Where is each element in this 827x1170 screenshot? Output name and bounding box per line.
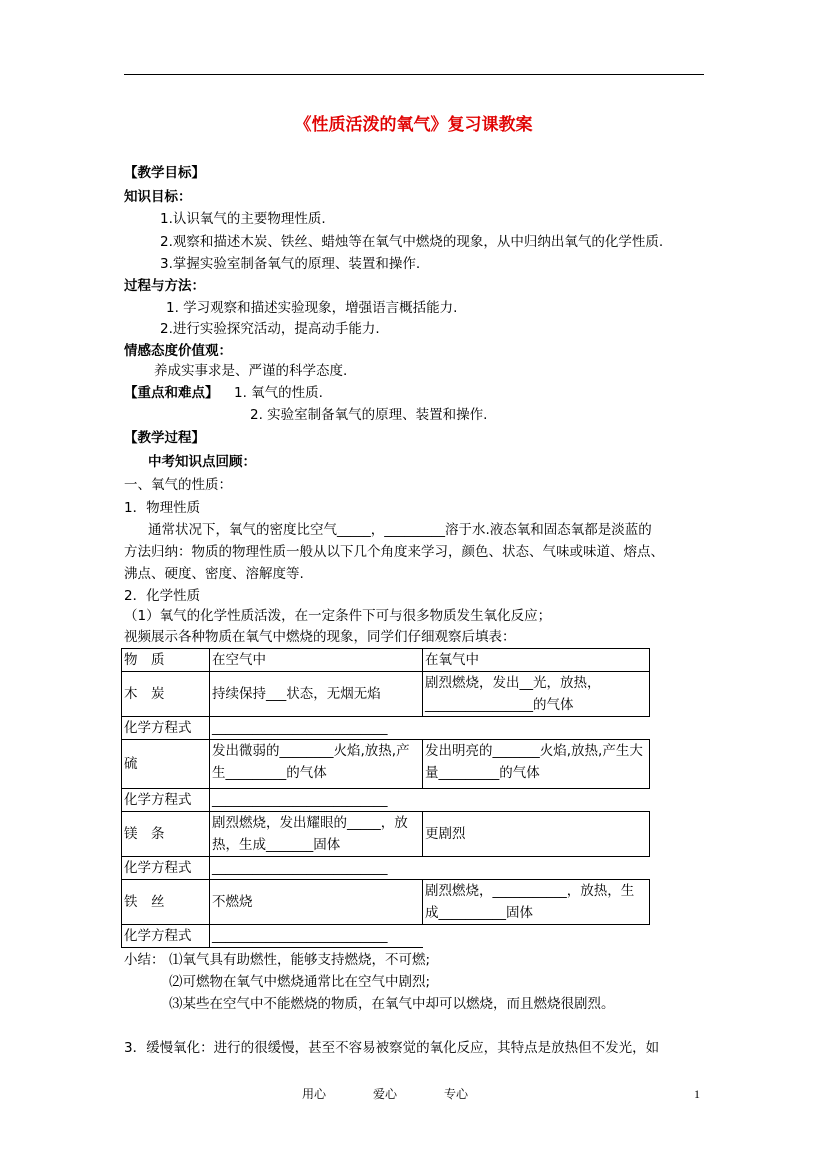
summary-item: ⑶某些在空气中不能燃烧的物质，在氧气中却可以燃烧，而且燃烧很剧烈。 — [169, 996, 615, 1012]
oxygen-cell: 剧烈燃烧，___________，放热，生成__________固体 — [423, 880, 650, 925]
footer-item: 专心 — [444, 1087, 469, 1101]
equation-blank: __________________________ — [210, 925, 423, 948]
process-heading: 过程与方法： — [124, 278, 205, 294]
chemical-line: 视频展示各种物质在氧气中燃烧的现象，同学们仔细观察后填表： — [124, 629, 516, 645]
knowledge-item: 2.观察和描述木炭、铁丝、蜡烛等在氧气中燃烧的现象，从中归纳出氧气的化学性质. — [160, 234, 664, 250]
air-cell: 不燃烧 — [210, 880, 423, 925]
knowledge-heading: 知识目标： — [124, 189, 192, 205]
table-header-cell: 物 质 — [122, 649, 210, 672]
table-header-cell: 在氧气中 — [423, 649, 650, 672]
equation-empty — [423, 717, 650, 740]
equation-row — [122, 717, 650, 740]
table-row — [122, 672, 650, 717]
table-header-cell: 在空气中 — [210, 649, 423, 672]
summary-label: 小结： — [124, 952, 165, 968]
process-item: 1. 学习观察和描述实验现象，增强语言概括能力. — [166, 300, 458, 316]
equation-label: 化学方程式 — [122, 789, 210, 812]
process-item: 2.进行实验探究活动，提高动手能力. — [160, 321, 380, 337]
slow-oxidation-text: 3．缓慢氧化：进行的很缓慢，甚至不容易被察觉的氧化反应，其特点是放热但不发光，如 — [124, 1040, 660, 1056]
equation-label: 化学方程式 — [122, 857, 210, 880]
key-item: 1. 氧气的性质. — [234, 385, 323, 401]
header-rule — [124, 74, 704, 75]
equation-empty — [423, 857, 650, 880]
equation-empty — [423, 925, 650, 948]
key-item: 2. 实验室制备氧气的原理、装置和操作. — [250, 407, 488, 423]
teaching-heading: 【教学过程】 — [124, 430, 205, 446]
page-number: 1 — [694, 1087, 700, 1101]
chemical-heading: 2．化学性质 — [124, 588, 201, 604]
substance-cell: 硫 — [122, 740, 210, 789]
summary-item: ⑵可燃物在氧气中燃烧通常比在空气中剧烈; — [169, 974, 431, 990]
physical-line: 方法归纳：物质的物理性质一般从以下几个角度来学习，颜色、状态、气味或味道、熔点、 — [124, 544, 664, 560]
equation-blank: __________________________ — [210, 789, 423, 812]
substance-cell: 镁 条 — [122, 812, 210, 857]
equation-label: 化学方程式 — [122, 717, 210, 740]
observation-table — [121, 648, 650, 948]
oxygen-cell: 剧烈燃烧，发出__光，放热，________________的气体 — [423, 672, 650, 717]
key-heading: 【重点和难点】 — [124, 385, 219, 401]
oxygen-cell: 更剧烈 — [423, 812, 650, 857]
equation-blank: __________________________ — [210, 717, 423, 740]
oxygen-cell: 发出明亮的_______火焰,放热,产生大量_________的气体 — [423, 740, 650, 789]
table-row — [122, 880, 650, 925]
physical-line: 通常状况下，氧气的密度比空气_____，_________溶于水.液态氧和固态氧都是淡蓝的 — [148, 522, 652, 538]
air-cell: 持续保持___状态，无烟无焰 — [210, 672, 423, 717]
knowledge-item: 3.掌握实验室制备氧气的原理、装置和操作. — [160, 256, 421, 272]
emotion-text: 养成实事求是、严谨的科学态度. — [154, 363, 348, 379]
equation-empty — [423, 789, 650, 812]
equation-blank: __________________________ — [210, 857, 423, 880]
physical-line: 沸点、硬度、密度、溶解度等. — [124, 566, 304, 582]
substance-cell: 木 炭 — [122, 672, 210, 717]
equation-label: 化学方程式 — [122, 925, 210, 948]
physical-heading: 1．物理性质 — [124, 500, 201, 516]
table-header-row — [122, 649, 650, 672]
emotion-heading: 情感态度价值观： — [124, 343, 232, 359]
air-cell: 发出微弱的________火焰,放热,产生_________的气体 — [210, 740, 423, 789]
chemical-line: （1）氧气的化学性质活泼，在一定条件下可与很多物质发生氧化反应； — [124, 608, 552, 624]
footer-item: 用心 — [302, 1087, 327, 1101]
objectives-heading: 【教学目标】 — [124, 165, 205, 181]
document-title: 《性质活泼的氧气》复习课教案 — [294, 115, 533, 135]
footer-item: 爱心 — [373, 1087, 398, 1101]
table-row — [122, 812, 650, 857]
part-one-heading: 一、氧气的性质： — [124, 477, 232, 493]
equation-row — [122, 925, 650, 948]
air-cell: 剧烈燃烧，发出耀眼的_____，放热，生成_______固体 — [210, 812, 423, 857]
equation-row — [122, 857, 650, 880]
table-row — [122, 740, 650, 789]
substance-cell: 铁 丝 — [122, 880, 210, 925]
summary-item: ⑴氧气具有助燃性，能够支持燃烧，不可燃; — [169, 952, 431, 968]
review-heading: 中考知识点回顾： — [148, 454, 256, 470]
knowledge-item: 1.认识氧气的主要物理性质. — [160, 211, 326, 227]
equation-row — [122, 789, 650, 812]
